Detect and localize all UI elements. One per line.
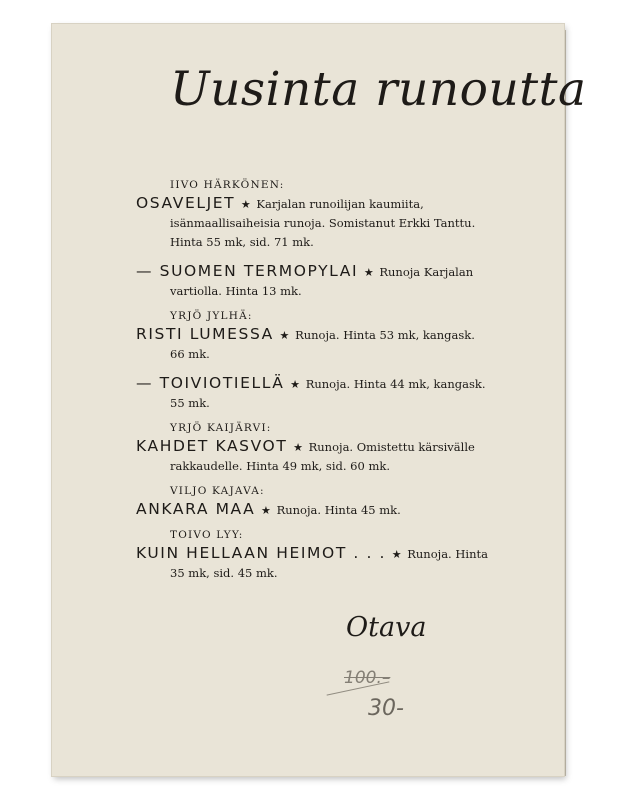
book-title: — SUOMEN TERMOPYLAI	[136, 262, 359, 280]
author-name: YRJÖ KAIJÄRVI:	[170, 422, 272, 434]
star-icon: ★	[290, 378, 301, 391]
star-icon: ★	[240, 198, 251, 211]
book-description: Runoja. Hinta 44 mk, kangask. 55 mk.	[170, 377, 486, 410]
pencil-new-price: 30-	[368, 696, 404, 721]
author-name: YRJÖ JYLHÄ:	[170, 310, 253, 322]
publisher-name: Otava	[346, 612, 427, 643]
book-entry	[136, 262, 492, 301]
book-catalog	[136, 178, 492, 591]
book-description: Runoja. Hinta 35 mk, sid. 45 mk.	[170, 547, 488, 580]
author-name: IIVO HÄRKÖNEN:	[170, 179, 285, 191]
star-icon: ★	[279, 329, 290, 342]
author-name: VILJO KAJAVA:	[170, 485, 265, 497]
book-entry	[136, 544, 492, 583]
book-title: — TOIVIOTIELLÄ	[136, 374, 285, 392]
book-title: KUIN HELLAAN HEIMOT . . .	[136, 544, 387, 562]
book-entry	[136, 325, 492, 364]
book-entry	[136, 374, 492, 413]
star-icon: ★	[261, 504, 271, 517]
book-title: KAHDET KASVOT	[136, 437, 288, 455]
book-entry	[136, 437, 492, 476]
book-title: RISTI LUMESSA	[136, 325, 274, 343]
star-icon: ★	[391, 548, 402, 561]
book-description: Runoja. Hinta 53 mk, kangask. 66 mk.	[170, 328, 475, 361]
page-title: Uusinta runoutta	[170, 62, 587, 117]
star-icon: ★	[363, 266, 374, 279]
book-description: Runoja. Hinta 45 mk.	[276, 503, 401, 517]
star-icon: ★	[293, 441, 303, 454]
book-description: Runoja Karjalan vartiolla. Hinta 13 mk.	[170, 265, 474, 298]
book-entry	[136, 500, 492, 520]
book-description: Karjalan runoilijan kaumiita, isänmaallisaiheisia runoja. Somistanut Erkki Tanttu. Hinta 55 mk, sid. 71 mk.	[170, 197, 476, 249]
book-entry	[136, 194, 492, 252]
book-description: Runoja. Omistettu kärsivälle rakkaudelle. Hinta 49 mk, sid. 60 mk.	[170, 440, 475, 473]
book-title: OSAVELJET	[136, 194, 236, 212]
book-title: ANKARA MAA	[136, 500, 256, 518]
author-name: TOIVO LYY:	[170, 529, 244, 541]
pencil-old-price: 100.–	[344, 668, 391, 688]
